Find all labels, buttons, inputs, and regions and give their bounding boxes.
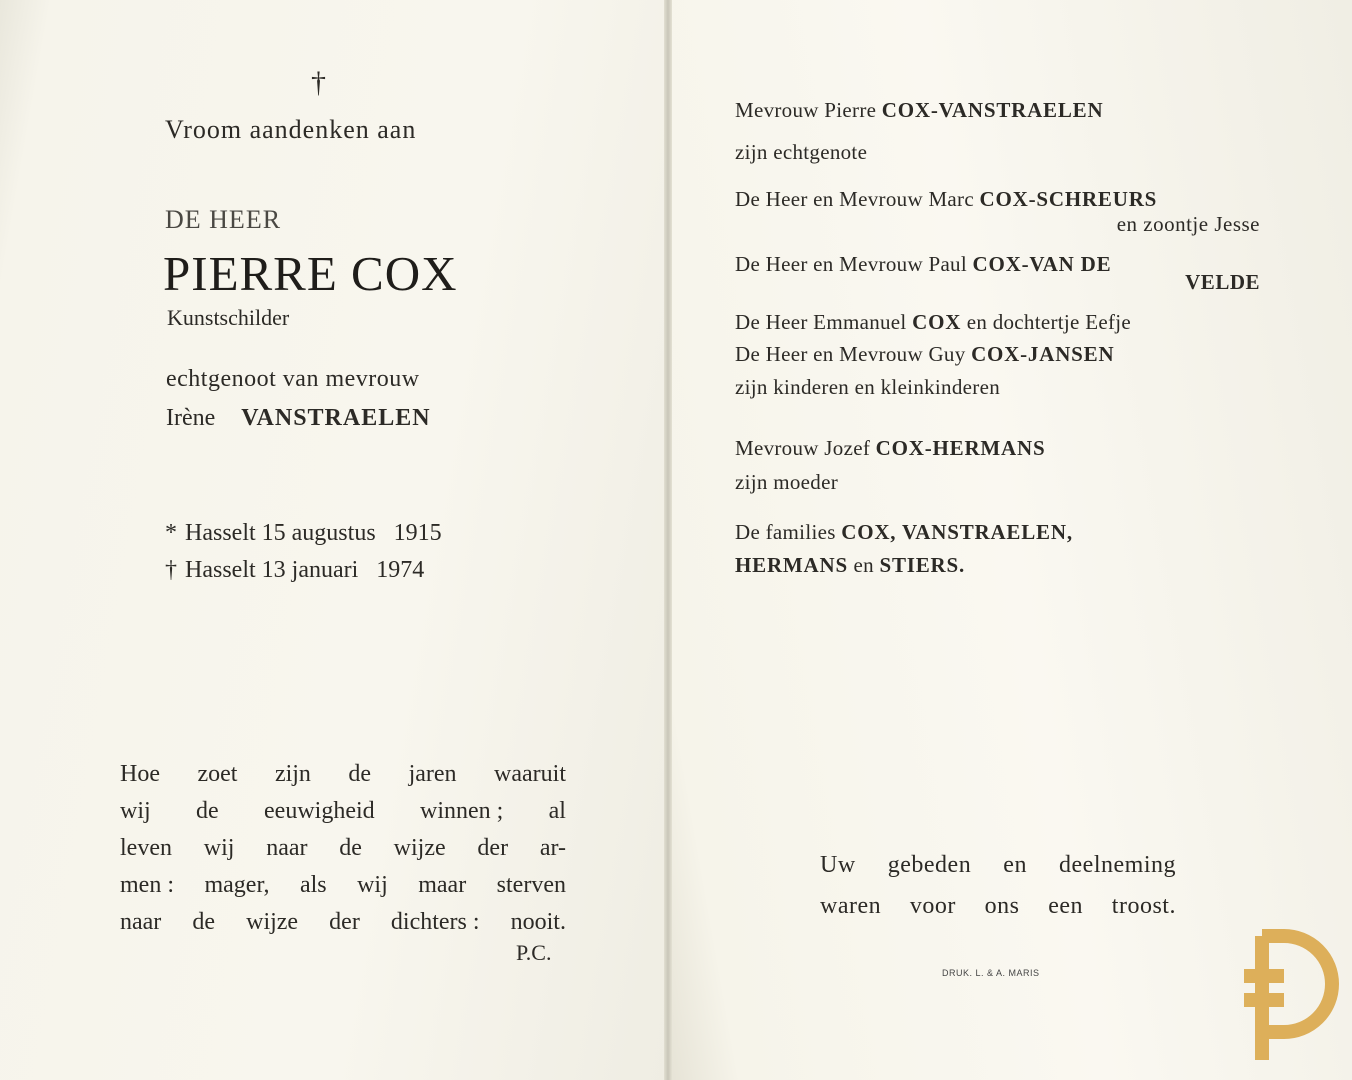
closing-line xyxy=(820,852,1176,879)
spouse-label: echtgenoot van mevrouw xyxy=(166,366,420,392)
poem-word: leven xyxy=(120,835,172,861)
family-line-name: COX-VANSTRAELEN xyxy=(881,98,1104,122)
poem-word: jaren xyxy=(408,761,457,787)
closing-word: ons xyxy=(984,893,1020,919)
family-line-prefix: De Heer Emmanuel xyxy=(735,310,913,334)
family-line-name: COX-VAN DE xyxy=(972,252,1112,276)
poem-word: winnen ; xyxy=(419,798,504,824)
poem-word: der xyxy=(329,909,360,935)
closing-word: troost. xyxy=(1111,893,1176,919)
poem-line xyxy=(120,830,566,867)
cross-symbol: † xyxy=(311,66,326,99)
family-line-name: COX, VANSTRAELEN, xyxy=(841,520,1073,544)
poem-word: de xyxy=(348,761,372,787)
poem-word: men : xyxy=(120,872,174,898)
birth-year: 1915 xyxy=(393,520,442,546)
closing-word: en xyxy=(1003,852,1027,878)
poem-word: de xyxy=(196,798,219,824)
closing-word: deelneming xyxy=(1059,852,1176,878)
closing-line xyxy=(820,852,1176,879)
printer-credit: DRUK. L. & A. MARIS xyxy=(942,968,1040,978)
poem-word: al xyxy=(548,798,566,824)
family-line xyxy=(735,98,1103,123)
poem-word: de xyxy=(339,835,362,861)
poem-word: naar xyxy=(266,835,308,861)
family-line-prefix: De families xyxy=(735,520,842,544)
closing-line xyxy=(820,893,1176,920)
poem-word: maar xyxy=(418,872,467,898)
closing-word: waren xyxy=(820,893,882,919)
closing-word: een xyxy=(1048,893,1084,919)
death-date: 13 januari xyxy=(261,557,359,583)
poem-line xyxy=(120,793,566,830)
poem-word: wijze xyxy=(246,909,299,935)
family-line xyxy=(1185,270,1260,295)
death-place: Hasselt xyxy=(185,557,256,583)
family-line-prefix: De Heer en Mevrouw Marc xyxy=(735,187,980,211)
family-line: en zoontje Jesse xyxy=(1116,212,1260,236)
poem-word: mager, xyxy=(204,872,270,898)
poem-word: de xyxy=(192,909,216,935)
family-line xyxy=(735,553,965,578)
family-line-name: HERMANS xyxy=(735,553,848,577)
family-line-prefix: Mevrouw Jozef xyxy=(735,436,876,460)
family-line xyxy=(735,310,1131,335)
poem-word: eeuwigheid xyxy=(264,798,375,824)
death-line xyxy=(165,557,424,584)
poem-word: nooit. xyxy=(510,909,566,935)
poem-word: als xyxy=(299,872,327,898)
spouse-last-name: VANSTRAELEN xyxy=(241,405,431,431)
poem-word: wij xyxy=(120,798,151,824)
family-line-name: STIERS. xyxy=(879,553,966,577)
family-line-name: COX xyxy=(912,310,962,334)
poem-word: wij xyxy=(203,835,235,861)
poem-word: zijn xyxy=(274,761,311,787)
closing-line xyxy=(820,893,1176,920)
family-line xyxy=(735,436,1045,461)
family-line: zijn moeder xyxy=(735,470,839,494)
death-symbol: † xyxy=(165,557,177,583)
birth-symbol: * xyxy=(165,520,177,546)
family-line: zijn kinderen en kleinkinderen xyxy=(735,375,1000,399)
family-line-mid: en xyxy=(847,553,880,577)
spouse-first-name: Irène xyxy=(166,405,216,431)
family-line: zijn echtgenote xyxy=(735,140,868,164)
family-line xyxy=(735,342,1114,367)
deceased-name: PIERRE COX xyxy=(163,246,458,301)
spouse-name xyxy=(166,405,431,432)
card-fold xyxy=(664,0,672,1080)
poem-word: naar xyxy=(120,909,162,935)
family-line xyxy=(735,187,1157,212)
poem-line xyxy=(120,867,566,904)
closing-word: gebeden xyxy=(887,852,972,878)
closing-word: Uw xyxy=(820,852,856,878)
poem-signature: P.C. xyxy=(516,940,552,965)
poem-word: ar- xyxy=(539,835,566,861)
poem-word: wij xyxy=(357,872,388,898)
poem-word: der xyxy=(477,835,509,861)
poem-word: waaruit xyxy=(494,761,566,787)
poem-word: sterven xyxy=(496,872,566,898)
family-line-prefix: De Heer en Mevrouw Paul xyxy=(735,252,973,276)
poem-line xyxy=(120,756,566,793)
birth-place: Hasselt xyxy=(185,520,256,546)
intro-text: Vroom aandenken aan xyxy=(165,115,417,144)
family-line-name: COX-SCHREURS xyxy=(979,187,1158,211)
poem-word: Hoe xyxy=(120,761,160,787)
profession-text: Kunstschilder xyxy=(167,305,290,330)
family-line-prefix: De Heer en Mevrouw Guy xyxy=(735,342,972,366)
poem-word: dichters : xyxy=(390,909,480,935)
birth-date: 15 augustus xyxy=(261,520,376,546)
closing-word: voor xyxy=(909,893,956,919)
family-line-suffix: en dochtertje Eefje xyxy=(961,310,1132,334)
family-line xyxy=(735,252,1111,277)
poem xyxy=(120,756,566,941)
family-line-name: COX-HERMANS xyxy=(875,436,1046,460)
auction-logo-icon xyxy=(1232,918,1342,1068)
family-line xyxy=(735,520,1073,545)
poem-line xyxy=(120,904,566,941)
poem-word: wijze xyxy=(393,835,446,861)
birth-line xyxy=(165,520,442,547)
family-line-name: VELDE xyxy=(1185,270,1260,294)
family-line-prefix: Mevrouw Pierre xyxy=(735,98,882,122)
family-line-name: COX-JANSEN xyxy=(971,342,1115,366)
title-text: DE HEER xyxy=(165,205,282,234)
death-year: 1974 xyxy=(376,557,425,583)
poem-word: zoet xyxy=(197,761,238,787)
